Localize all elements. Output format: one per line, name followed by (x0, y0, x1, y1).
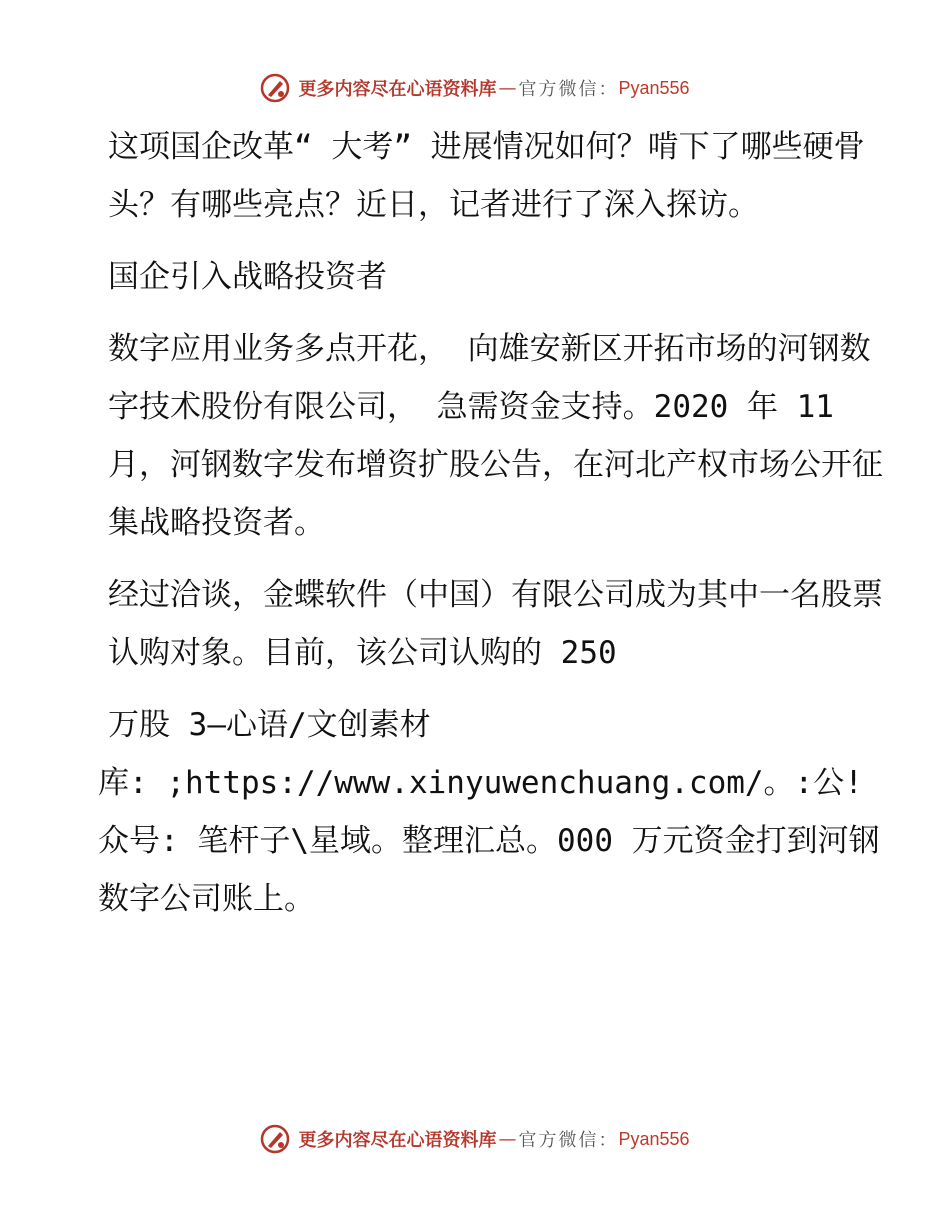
watermark-lead-text: 更多内容尽在心语资料库 (298, 79, 497, 100)
footer-watermark (0, 1124, 950, 1154)
paragraph-intro: 这项国企改革“ 大考” 进展情况如何？啃下了哪些硬骨头？有哪些亮点？近日，记者进行了深入探访。 (108, 129, 865, 223)
watermark-dash: — (498, 77, 517, 99)
watermark-wechat-id: Pyan556 (618, 1128, 690, 1149)
watermark-dash: — (498, 1128, 517, 1150)
paragraph-source: 库: ;https://www.xinyuwenchuang.com/。:公!众号: 笔杆子\星域。整理汇总。000 万元资金打到河钢数字公司账上。 (98, 765, 880, 917)
watermark-tail-text: 官方微信： (518, 79, 619, 100)
paragraph-funding: 数字应用业务多点开花， 向雄安新区开拓市场的河钢数字技术股份有限公司， 急需资金支持。2020 年 11 月，河钢数字发布增资扩股公告，在河北产权市场公开征集战略投资者。 (108, 331, 883, 541)
section-heading: 国企引入战略投资者 (108, 259, 387, 295)
paragraph-shares: 万股 3—心语/文创素材 (108, 707, 431, 743)
header-watermark (0, 73, 950, 103)
pen-logo-icon (260, 1124, 290, 1154)
paragraph-negotiation: 经过洽谈，金蝶软件（中国）有限公司成为其中一名股票认购对象。目前，该公司认购的 250 (108, 577, 883, 671)
pen-logo-icon (260, 73, 290, 103)
document-body (98, 118, 888, 928)
watermark-lead-text: 更多内容尽在心语资料库 (298, 1130, 497, 1151)
watermark-wechat-id: Pyan556 (618, 77, 690, 98)
watermark-tail-text: 官方微信： (518, 1130, 619, 1151)
